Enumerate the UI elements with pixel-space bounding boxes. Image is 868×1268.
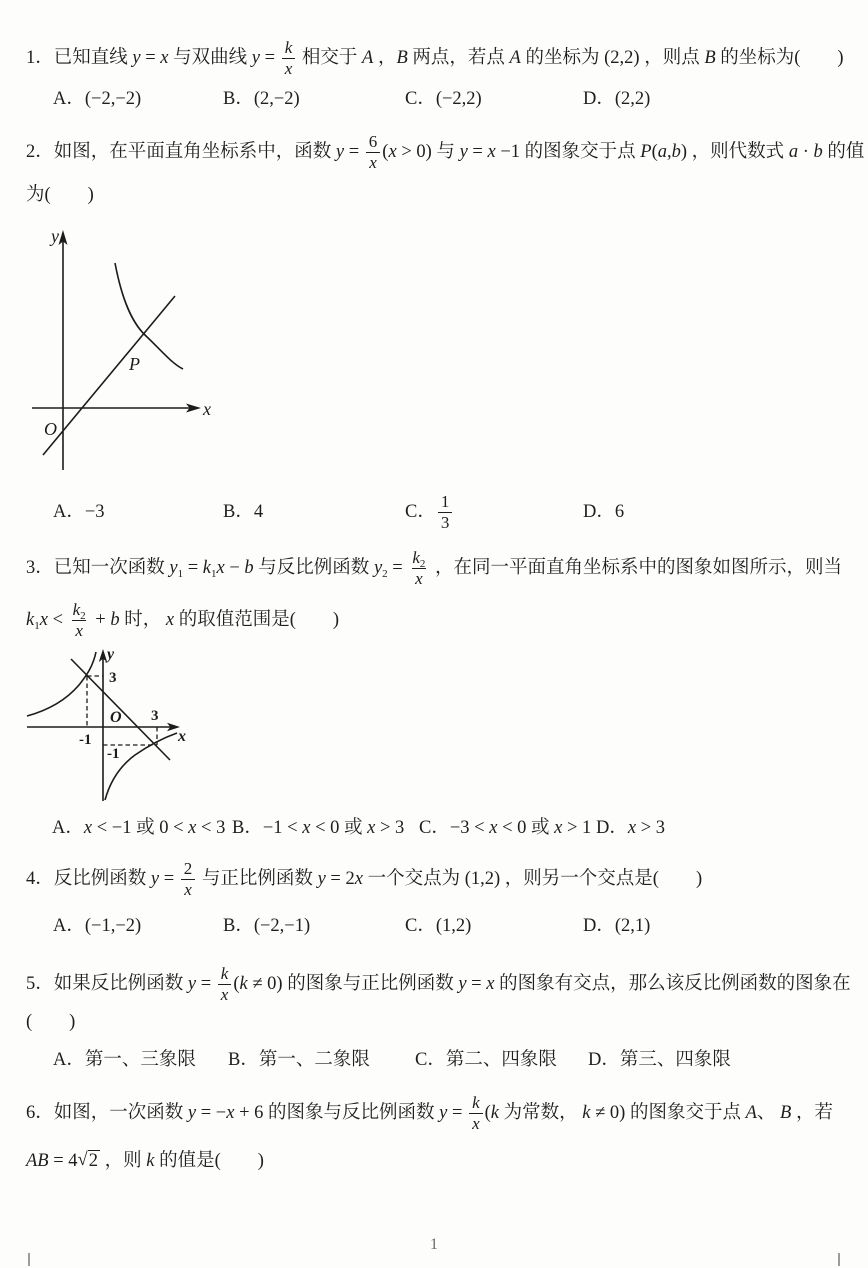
page-number: 1 [430,1236,438,1253]
graph2-tick-y-3: 3 [109,670,117,686]
question-5-option-a: A．第一、三象限 [53,1050,196,1070]
graph1-origin-label: O [44,419,57,439]
question-4-options [0,913,868,939]
question-4-option-a: A．(−1,−2) [53,916,142,936]
graph1-hyperbola-curve [115,263,183,369]
question-5-options [0,1047,868,1073]
graph2-hyperbola-lower-right [105,733,177,800]
question-5-option-c: C．第二、四象限 [415,1050,557,1070]
question-3-text-line2: $k_1x$ < $\frac{k_2}{x}$ + b 时， x 的取值范围是( ) [26,600,340,641]
question-3-option-c: C．−3 < x < 0 或 x > 1 [419,818,592,838]
question-2-option-b: B．4 [223,502,264,522]
question-6-text-line1: 6．如图，一次函数 y = −x + 6 的图象与反比例函数 y = $\frac{k}{x}$ (k 为常数， k ≠ 0) 的图象交于点 A、 B ，若 [26,1093,833,1134]
question-5-option-d: D．第三、四象限 [588,1050,731,1070]
bottom-left-margin-mark [28,1253,30,1266]
question-3-options [0,815,868,841]
question-3-text-line1: 3．已知一次函数 $y_1 = k_1x - b$ 与反比例函数 $y_2$ = $\frac{k_2}{x}$ ，在同一平面直角坐标系中的图象如图所示，则当 [26,548,843,589]
graph1-y-axis-label: y [51,226,59,246]
question-1-option-a: A．(−2,−2) [53,89,142,109]
question-2-options [0,490,868,534]
question-4-option-c: C．(1,2) [405,916,472,936]
question-2-graph [28,226,218,481]
graph2-x-axis-label: x [178,728,186,745]
question-4-option-d: D．(2,1) [583,916,651,936]
graph2-hyperbola-upper-left [27,652,96,716]
question-6-text-line2: AB = 4√2 ，则 k 的值是( ) [26,1150,264,1171]
question-3-option-b: B．−1 < x < 0 或 x > 3 [232,818,405,838]
question-2-text-line1: 2．如图，在平面直角坐标系中，函数 y = $\frac{6}{x}$ (x > 0) 与 y = x −1 的图象交于点 P(a,b) ，则代数式 a · b 的值 [26,132,865,173]
question-2-option-d: D．6 [583,502,625,522]
question-4-text: 4．反比例函数 y = $\frac{2}{x}$ 与正比例函数 y = 2x 一个交点为 (1,2) ，则另一个交点是( ) [26,859,703,900]
question-1-options [0,86,868,112]
question-2-option-a: A．−3 [53,502,105,522]
bottom-right-margin-mark [838,1253,840,1266]
question-3-option-a: A．x < −1 或 0 < x < 3 [52,818,226,838]
graph1-point-p-label: P [129,354,140,374]
graph2-tick-x-3: 3 [151,708,159,724]
question-1-option-c: C．(−2,2) [405,89,482,109]
question-1-option-d: D．(2,2) [583,89,651,109]
question-3-option-d: D．x > 3 [596,818,666,838]
question-5-text-line2: ( ) [26,1012,76,1032]
question-1-option-b: B．(2,−2) [223,89,300,109]
graph2-tick-x-neg1: -1 [79,732,92,748]
question-5-option-b: B．第一、二象限 [228,1050,370,1070]
graph1-x-axis-label: x [203,399,211,419]
graph2-origin-label: O [110,709,122,726]
question-3-graph [25,645,200,810]
graph2-tick-y-neg1: -1 [107,746,120,762]
graph2-y-axis-label: y [107,646,115,663]
question-2-option-c: C． $\frac{1}{3}$ [405,490,454,534]
question-1-text: 1．已知直线 y = x 与双曲线 y = $\frac{k}{x}$ 相交于 A ，B 两点，若点 A 的坐标为 (2,2) ，则点 B 的坐标为( ) [26,38,844,79]
question-4-option-b: B．(−2,−1) [223,916,311,936]
question-2-text-line2: 为( ) [26,185,94,205]
question-5-text-line1: 5．如果反比例函数 y = $\frac{k}{x}$ (k ≠ 0) 的图象与正比例函数 y = x 的图象有交点，那么该反比例函数的图象在 [26,964,851,1005]
